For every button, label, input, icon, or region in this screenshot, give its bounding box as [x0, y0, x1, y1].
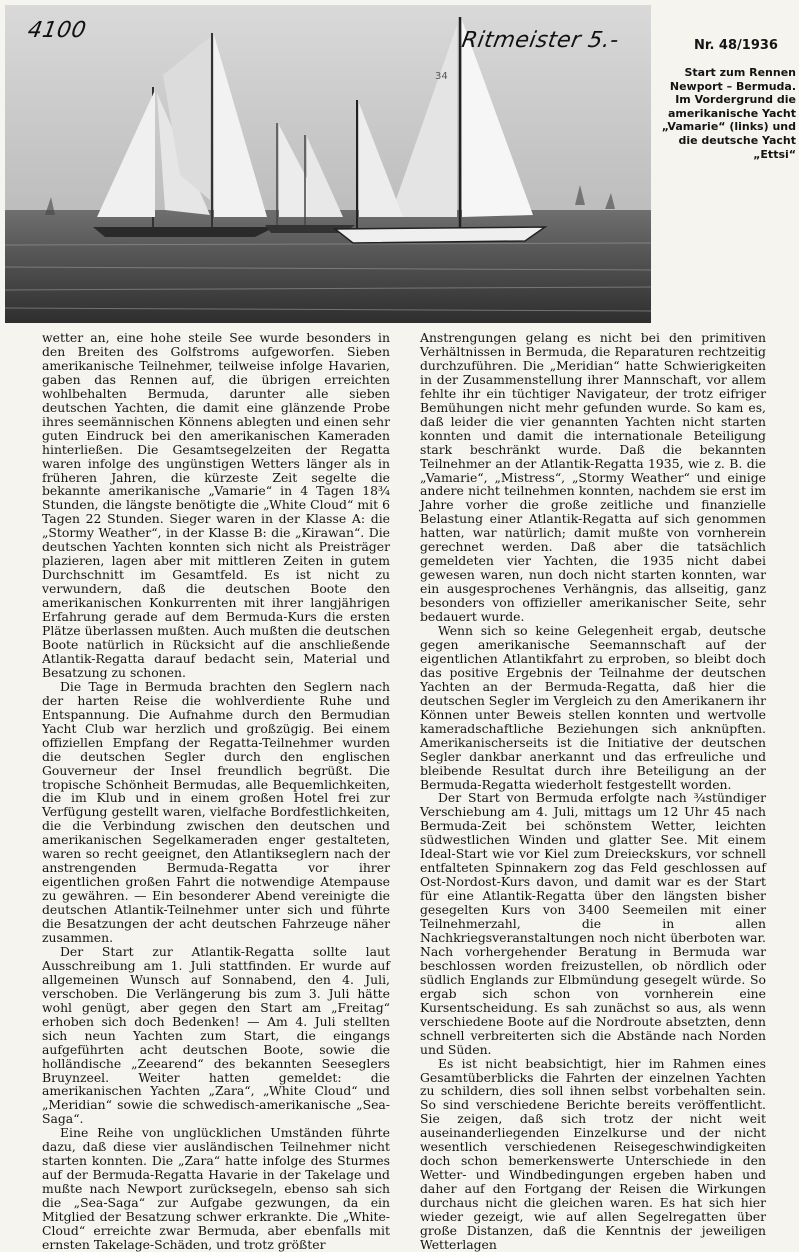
- paragraph: Es ist nicht beabsichtigt, hier im Rahmen eines Gesamtüberblicks die Fahrten der einzelnen Yachten zu schildern, dies soll ihnen selbst vorbehalten sein. So sind verschiedene Berichte bereits veröffentlicht. Sie zeigen, daß sich trotz der nicht weit auseinanderliegenden Einzelkurse und der nicht wesentlich verschiedenen Reisegeschwindigkeiten doch schon bemerkenswerte Unterschiede in den Wetter- und Windbedingungen ergeben haben und daher auf den Fortgang der Reisen die Wirkungen durchaus nicht die gleichen waren. Es hat sich hier wieder gezeigt, wie auf allen Segelregatten über große Distanzen, daß die Kenntnis der jeweiligen Wetterlagen: [420, 1055, 766, 1252]
- paragraph: Der Start von Bermuda erfolgte nach ¾stündiger Verschiebung am 4. Juli, mittags um 12 Uhr 45 nach Bermuda-Zeit bei schönstem Wetter, leichten südwestlichen Winden und glatter See. Mit einem Ideal-Start wie vor Kiel zum Dreieckskurs, vor schnell entfalteten Spinnakern zog das Feld geschlossen auf Ost-Nordost-Kurs davon, und damit war es der Start für eine Atlantik-Regatta über den längsten bisher gesegelten Kurs von 3400 Seemeilen mit einer Teilnehmerzahl, die in allen Nachkriegsveranstaltungen noch nicht überboten war. Nach vorhergehender Beratung in Bermuda war beschlossen worden freizustellen, ob nördlich oder südlich Englands zur Elbmündung gesegelt würde. So ergab sich schon von vornherein eine Kursentscheidung. Es sah zunächst so aus, als wenn verschiedene Boote auf die Nordroute absetzten, denn schnell verbreiterten sich die Abstände nach Norden und Süden.: [420, 790, 766, 1057]
- article-column-right: [420, 331, 766, 1252]
- paragraph: Wenn sich so keine Gelegenheit ergab, deutsche gegen amerikanische Seemannschaft auf der eigentlichen Atlantikfahrt zu erproben, so bleibt doch das positive Ergebnis der Teilnahme der deutschen Yachten an der Bermuda-Regatta, daß hier die deutschen Segler im Vergleich zu den Amerikanern ihr Können unter Beweis stellen konnten und wertvolle kameradschaftliche Beziehungen sich anknüpften. Amerikanischerseits ist die Initiative der deutschen Segler dankbar anerkannt und das erfreuliche und bleibende Resultat durch ihre Beteiligung an der Bermuda-Regatta wiederholt festgestellt worden.: [420, 623, 766, 792]
- issue-number: Nr. 48/1936: [694, 38, 778, 53]
- paragraph: Anstrengungen gelang es nicht bei den primitiven Verhältnissen in Bermuda, die Reparaturen rechtzeitig durchzuführen. Die „Meridian“ hatte Schwierigkeiten in der Zusammenstellung ihrer Mannschaft, vor allem fehlte ihr ein tüchtiger Navigateur, der trotz eifriger Bemühungen nicht mehr gefunden wurde. So kam es, daß leider die vier genannten Yachten nicht starten konnten und damit die internationale Beteiligung stark beschränkt wurde. Daß die bekannten Teilnehmer an der Atlantik-Regatta 1935, wie z. B. die „Vamarie“, „Mistress“, „Stormy Weather“ und einige andere nicht teilnehmen konnten, nachdem sie erst im Jahre vorher die große zeitliche und finanzielle Belastung einer Atlantik-Regatta auf sich genommen hatten, war natürlich; damit mußte von vornherein gerechnet werden. Daß aber die tatsächlich gemeldeten vier Yachten, die 1935 nicht dabei gewesen waren, nun doch nicht starten konnten, war ein ausgesprochenes Verhängnis, das allseitig, ganz besonders von offizieller amerikanischer Seite, sehr bedauert wurde.: [420, 330, 766, 625]
- article-column-left: [42, 331, 390, 1252]
- handwritten-note-left: 4100: [25, 18, 89, 43]
- handwritten-note-right: Ritmeister 5.-: [459, 28, 621, 53]
- paragraph: wetter an, eine hohe steile See wurde besonders in den Breiten des Golfstroms aufgeworfen. Sieben amerikanische Teilnehmer, teilweise infolge Havarien, gaben das Rennen auf, die übrigen erreichten wohlbehalten Bermuda, darunter alle sieben deutschen Yachten, die damit eine glänzende Probe ihres seemännischen Könnens ablegten und einen sehr guten Eindruck bei den amerikanischen Kameraden hinterließen. Die Gesamtsegelzeiten der Regatta waren infolge des ungünstigen Wetters länger als in früheren Jahren, die kürzeste Zeit segelte die bekannte amerikanische „Vamarie“ in 4 Tagen 18¾ Stunden, die längste benötigte die „White Cloud“ mit 6 Tagen 22 Stunden. Sieger waren in der Klasse A: die „Stormy Weather“, in der Klasse B: die „Kirawan“. Die deutschen Yachten konnten sich nicht als Preisträger plazieren, lagen aber mit mittleren Zeiten in gutem Durchschnitt im Gesamtfeld. Es ist nicht zu verwundern, daß die deutschen Boote den amerikanischen Konkurrenten mit ihrer langjährigen Erfahrung gerade auf dem Bermuda-Kurs die ersten Plätze überlassen mußten. Auch mußten die deutschen Boote natürlich in Rücksicht auf die anschließende Atlantik-Regatta darauf bedacht sein, Material und Besatzung zu schonen.: [42, 330, 390, 680]
- sail-number: 34: [435, 71, 448, 82]
- paragraph: Der Start zur Atlantik-Regatta sollte laut Ausschreibung am 1. Juli stattfinden. Er wurde auf allgemeinen Wunsch auf Sonnabend, den 4. Juli, verschoben. Die Verlängerung bis zum 3. Juli hätte wohl genügt, aber gegen den Start am „Freitag“ erhoben sich doch Bedenken! — Am 4. Juli stellten sich neun Yachten zum Start, die eingangs aufgeführten acht deutschen Boote, sowie die holländische „Zeearend“ des bekannten Seeseglers Bruynzeel. Weiter hatten gemeldet: die amerikanischen Yachten „Zara“, „White Cloud“ und „Meridian“ sowie die schwedisch-amerikanische „Sea-Saga“.: [42, 943, 390, 1127]
- paragraph: Die Tage in Bermuda brachten den Seglern nach der harten Reise die wohlverdiente Ruhe und Entspannung. Die Aufnahme durch den Bermudian Yacht Club war herzlich und großzügig. Bei einem offiziellen Empfang der Regatta-Teilnehmer wurden die deutschen Segler durch den englischen Gouverneur der Insel freundlich begrüßt. Die tropische Schönheit Bermudas, alle Bequemlichkeiten, die im Klub und in einem großen Hotel frei zur Verfügung gestellt waren, vielfache Bordfestlichkeiten, die die Verbindung zwischen den deutschen und amerikanischen Segelkameraden enger gestalteten, waren so recht geeignet, den Atlantikseglern nach der anstrengenden Bermuda-Regatta vor ihrer eigentlichen großen Fahrt die notwendige Atempause zu gewähren. — Ein besonderer Abend vereinigte die deutschen Atlantik-Teilnehmer unter sich und führte die Besatzungen der acht deutschen Fahrzeuge näher zusammen.: [42, 678, 390, 945]
- paragraph: Eine Reihe von unglücklichen Umständen führte dazu, daß diese vier ausländischen Teilnehmer nicht starten konnten. Die „Zara“ hatte infolge des Sturmes auf der Bermuda-Regatta Havarie in der Takelage und mußte nach Newport zurücksegeln, ebenso sah sich die „Sea-Saga“ zur Aufgabe gezwungen, da ein Mitglied der Besatzung schwer erkrankte. Die „White-Cloud“ erreichte zwar Bermuda, aber ebenfalls mit ernsten Takelage-Schäden, und trotz größter: [42, 1125, 390, 1252]
- photo-caption: Start zum Rennen Newport – Bermuda. Im Vordergrund die amerikanische Yacht „Vamarie“ (links) und die deutsche Yacht „Ettsi“: [661, 66, 796, 161]
